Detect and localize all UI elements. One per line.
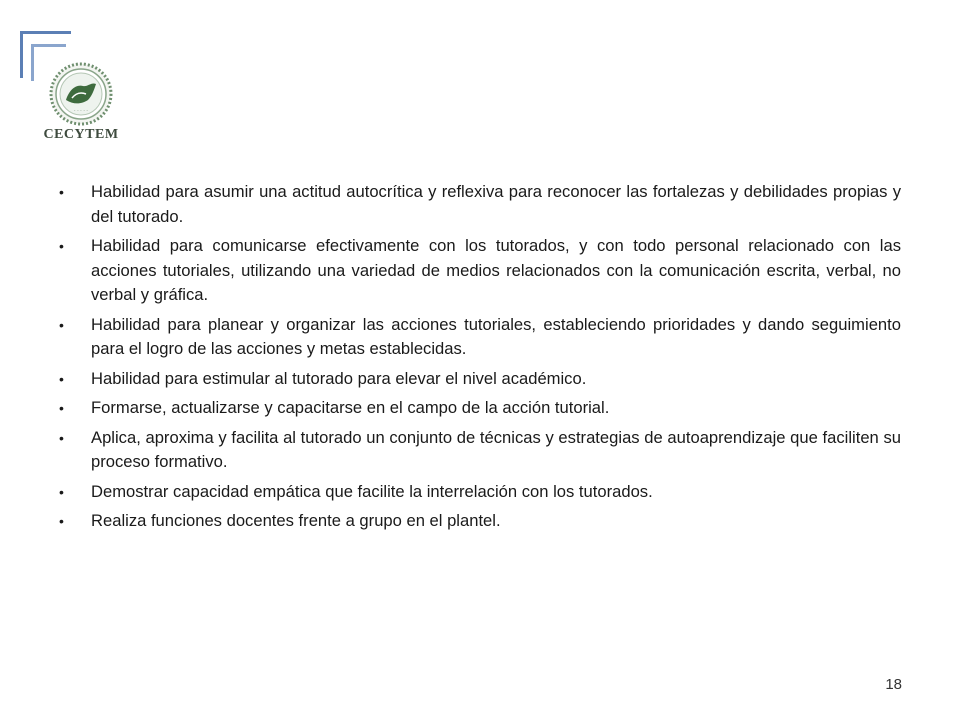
bullet-dot: • xyxy=(59,483,64,500)
list-item xyxy=(58,234,901,308)
list-item-text: Habilidad para estimular al tutorado para elevar el nivel académico. xyxy=(91,368,587,388)
cecytem-logo xyxy=(36,62,126,148)
logo-text: CECYTEM xyxy=(43,127,119,142)
list-item-text: Formarse, actualizarse y capacitarse en el campo de la acción tutorial. xyxy=(91,398,610,417)
page-number: 18 xyxy=(885,676,902,693)
bullet-dot: • xyxy=(59,184,64,200)
list-item-text: Habilidad para planear y organizar las acciones tutoriales, estableciendo prioridades y dando seguimiento para el logro de las acciones y metas establecidas. xyxy=(91,314,901,358)
bullet-dot: • xyxy=(59,429,64,446)
bullet-dot: • xyxy=(59,370,64,387)
bullet-dot: • xyxy=(59,513,64,529)
list-item-text: Habilidad para asumir una actitud autocrítica y reflexiva para reconocer las fortalezas y debilidades propias y del tutorado. xyxy=(91,182,901,226)
list-item-text: Realiza funciones docentes frente a grupo en el plantel. xyxy=(91,511,501,530)
bullet-dot: • xyxy=(59,238,64,254)
bullet-list xyxy=(58,180,901,534)
bullet-dot: • xyxy=(59,316,64,333)
list-item xyxy=(58,180,901,229)
list-item-text: Demostrar capacidad empática que facilite la interrelación con los tutorados. xyxy=(91,481,653,501)
list-item xyxy=(58,480,901,505)
list-item-text: Aplica, aproxima y facilita al tutorado un conjunto de técnicas y estrategias de autoaprendizaje que faciliten su proceso formativo. xyxy=(91,427,901,471)
cecytem-logo-icon xyxy=(36,62,126,126)
list-item xyxy=(58,396,901,421)
bullet-dot: • xyxy=(59,400,64,416)
bullet-content xyxy=(58,180,901,539)
list-item xyxy=(58,509,901,534)
list-item xyxy=(58,426,901,475)
list-item xyxy=(58,313,901,362)
list-item-text: Habilidad para comunicarse efectivamente con los tutorados, y con todo personal relacionado con las acciones tutoriales, utilizando una variedad de medios relacionados con la comunicación escrita, verbal, no verbal y gráfica. xyxy=(91,236,901,304)
list-item xyxy=(58,367,901,392)
svg-text:· · · · ·: · · · · · xyxy=(74,108,88,114)
